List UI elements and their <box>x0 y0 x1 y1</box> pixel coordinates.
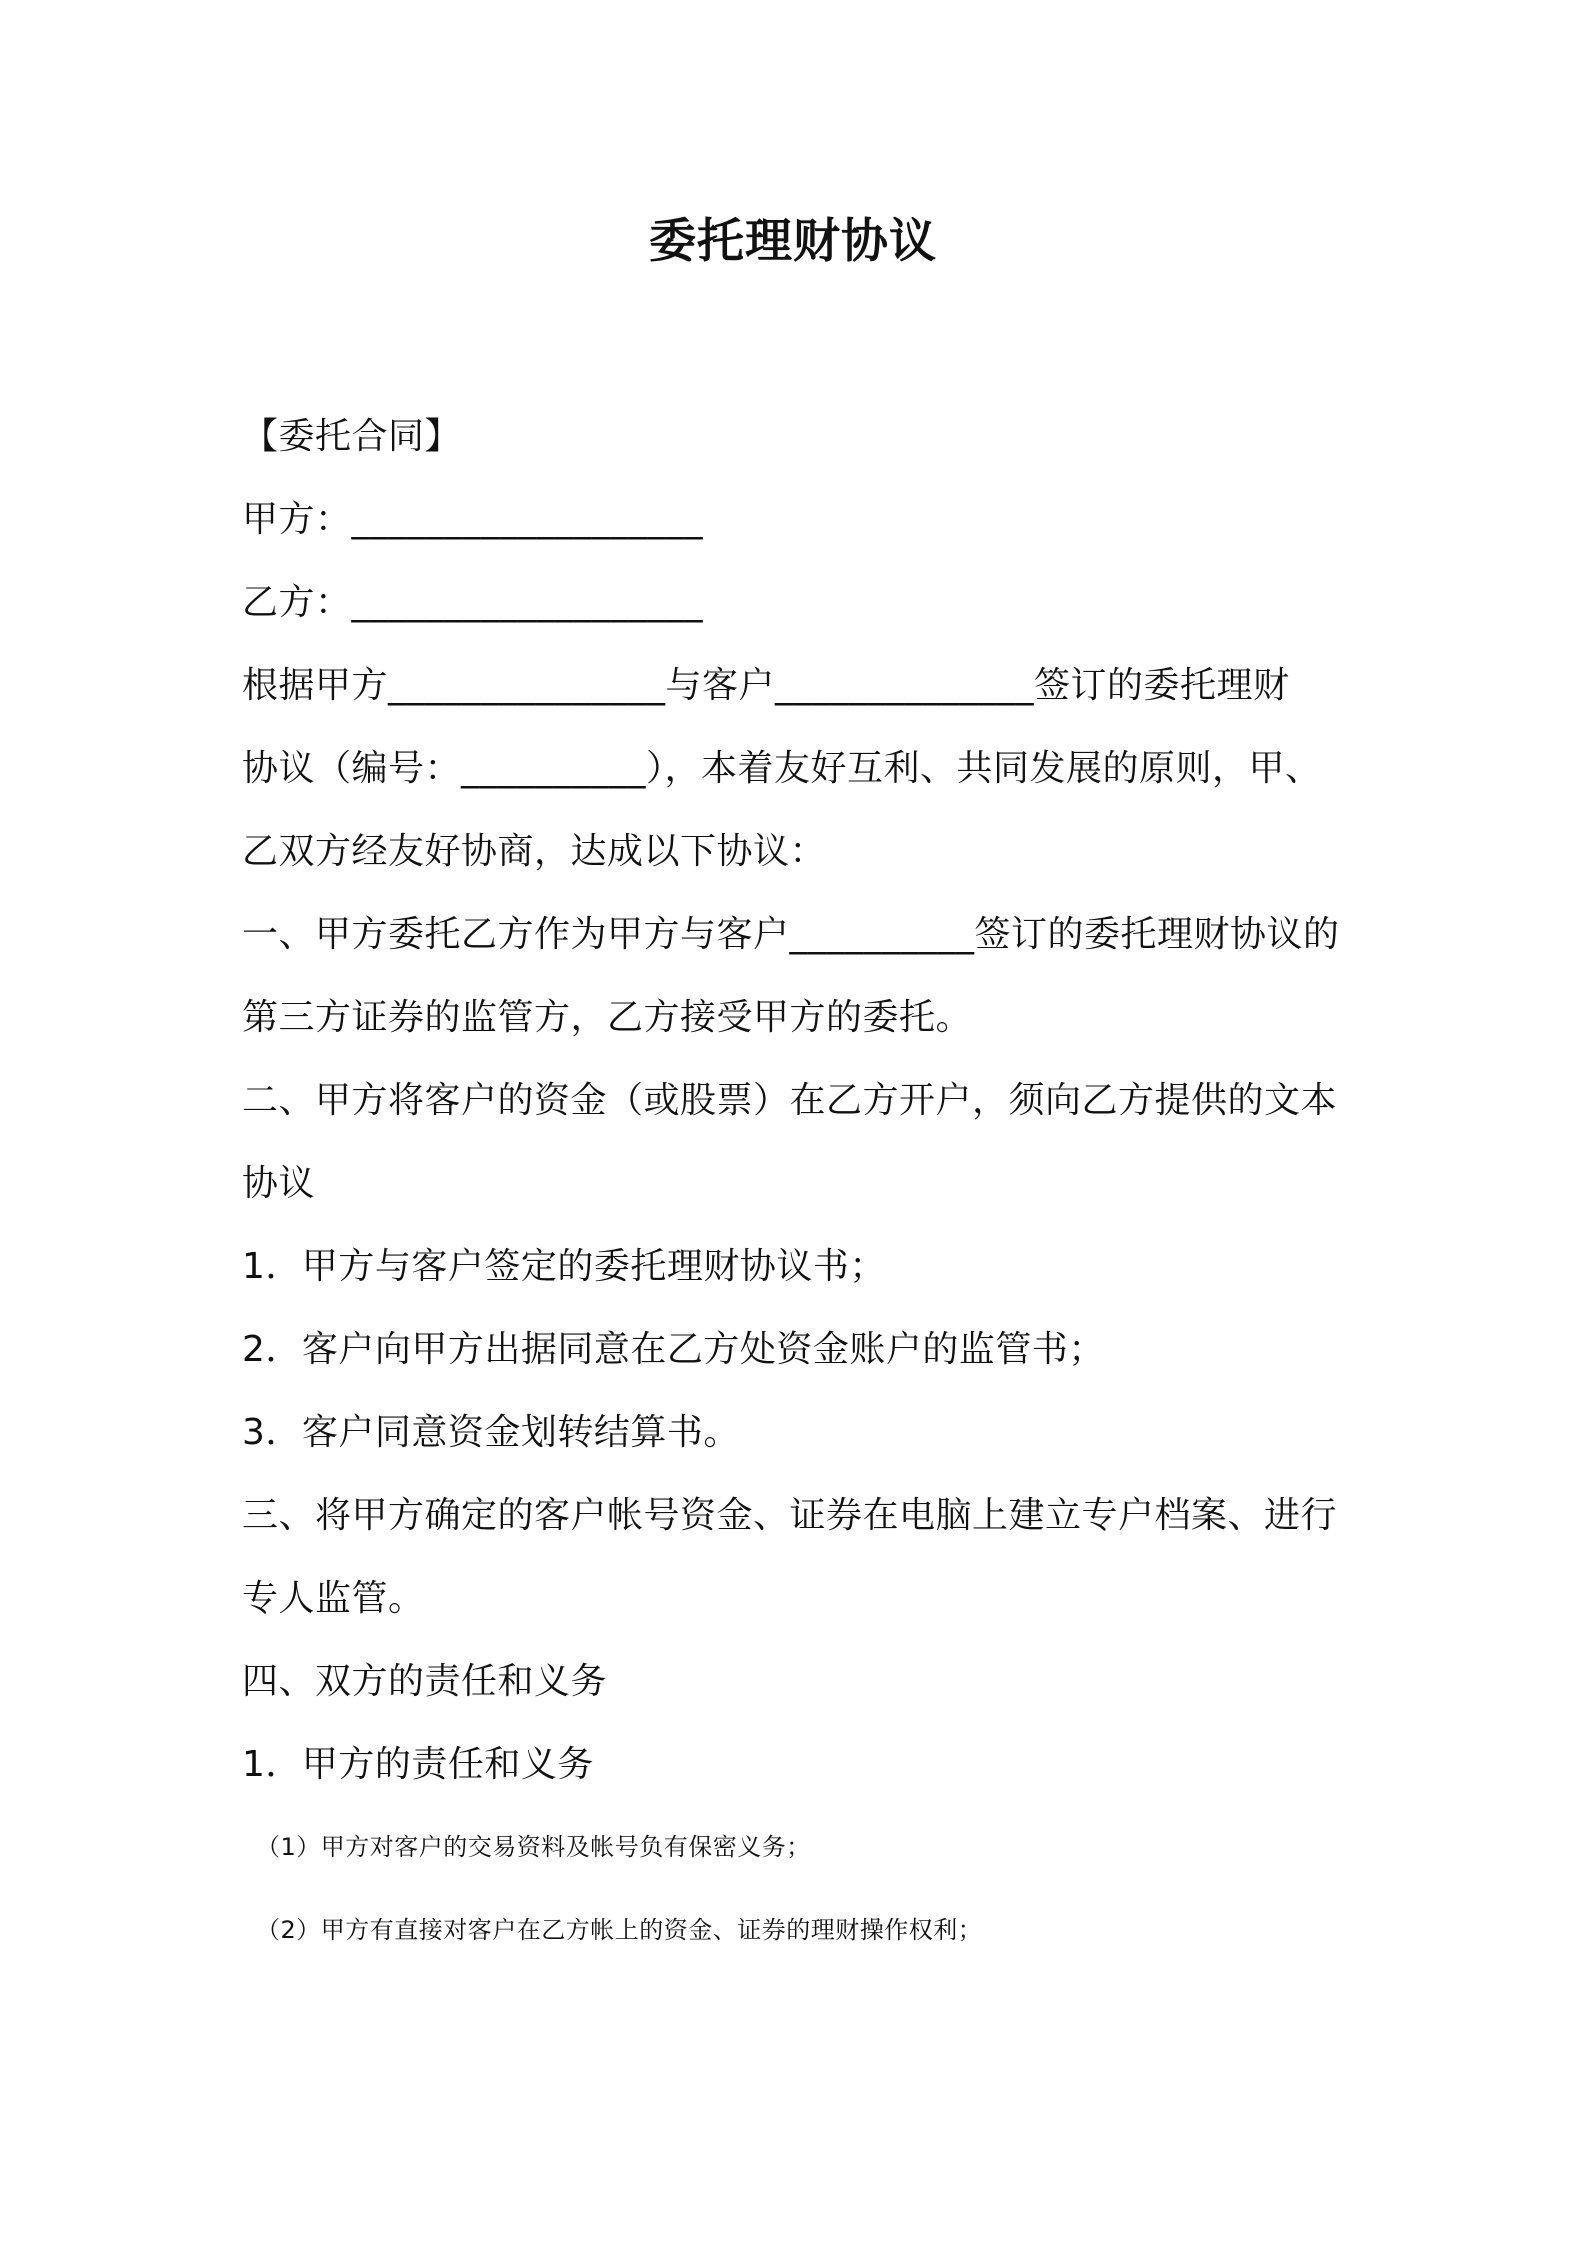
party-b-line: 乙方：___________________ <box>242 582 704 623</box>
clause-3-line-2: 专人监管。 <box>242 1578 425 1619</box>
clause-4-item-1: （1）甲方对客户的交易资料及帐号负有保密义务； <box>256 1833 811 1861</box>
party-a-line: 甲方：___________________ <box>242 499 704 540</box>
clause-1-line-2: 第三方证券的监管方，乙方接受甲方的委托。 <box>242 997 973 1038</box>
preamble-line-3: 乙双方经友好协商，达成以下协议： <box>242 831 827 872</box>
clause-2-line-1: 二、甲方将客户的资金（或股票）在乙方开户，须向乙方提供的文本 <box>242 1080 1338 1121</box>
clause-1-line-1: 一、甲方委托乙方作为甲方与客户__________签订的委托理财协议的 <box>242 914 1340 955</box>
preamble-line-2: 协议（编号：__________），本着友好互利、共同发展的原则，甲、 <box>242 748 1322 789</box>
clause-2-item-3: 3．客户同意资金划转结算书。 <box>242 1412 740 1453</box>
clause-2-item-2: 2．客户向甲方出据同意在乙方处资金账户的监管书； <box>242 1329 1105 1370</box>
section-heading: 【委托合同】 <box>242 416 462 457</box>
clause-4-subheading: 1．甲方的责任和义务 <box>242 1744 594 1785</box>
preamble-line-1: 根据甲方_______________与客户______________签订的委托理财 <box>242 665 1290 706</box>
document-body <box>242 405 1362 1982</box>
clause-2-line-2: 协议 <box>242 1163 316 1204</box>
clause-3-line-1: 三、将甲方确定的客户帐号资金、证券在电脑上建立专户档案、进行 <box>242 1495 1338 1536</box>
clause-4-heading: 四、双方的责任和义务 <box>242 1661 608 1702</box>
clause-4-item-2: （2）甲方有直接对客户在乙方帐上的资金、证券的理财操作权利； <box>256 1916 983 1944</box>
document-title: 委托理财协议 <box>649 214 937 269</box>
clause-2-item-1: 1．甲方与客户签定的委托理财协议书； <box>242 1246 886 1287</box>
